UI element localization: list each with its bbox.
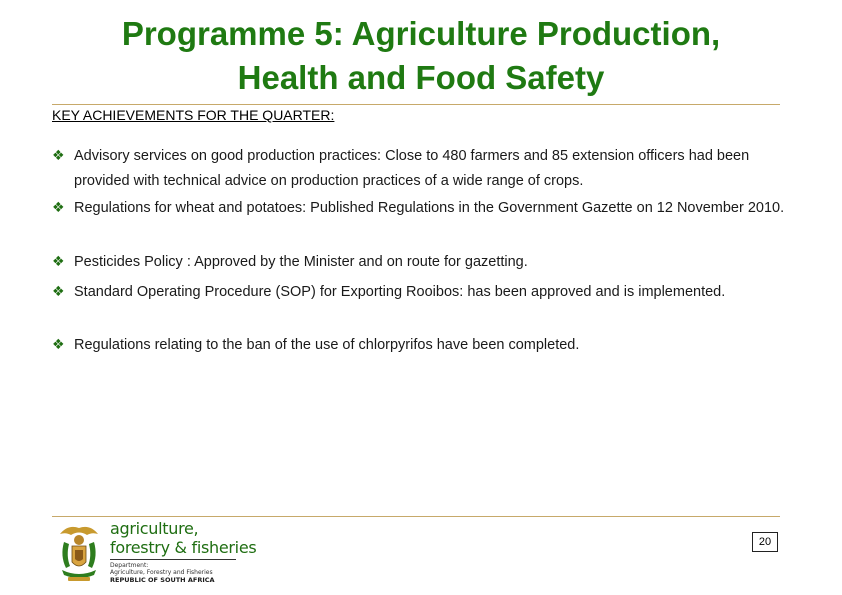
section-subheading: KEY ACHIEVEMENTS FOR THE QUARTER:	[52, 107, 335, 123]
page-number: 20	[752, 532, 778, 552]
diamond-bullet-icon: ❖	[52, 148, 65, 164]
diamond-bullet-icon: ❖	[52, 337, 65, 353]
republic-label: REPUBLIC OF SOUTH AFRICA	[110, 576, 215, 584]
list-item	[52, 280, 792, 305]
list-item-text: Pesticides Policy : Approved by the Minister and on route for gazetting.	[74, 254, 528, 270]
footer-divider	[52, 516, 780, 517]
slide-title	[40, 12, 802, 100]
diamond-bullet-icon: ❖	[52, 254, 65, 270]
brand-line-1: agriculture,	[110, 519, 199, 538]
list-item	[52, 250, 792, 275]
department-label: Department:	[110, 562, 149, 569]
list-item	[52, 333, 792, 358]
list-item	[52, 144, 792, 194]
list-item	[52, 196, 792, 221]
brand-divider	[110, 559, 236, 560]
list-item-text: Advisory services on good production practices: Close to 480 farmers and 85 extension officers had been provided with technical advice on production practices of a wide range of crops.	[74, 148, 750, 189]
coat-of-arms-icon	[54, 522, 104, 584]
diamond-bullet-icon: ❖	[52, 284, 65, 300]
department-name: Agriculture, Forestry and Fisheries	[110, 569, 213, 576]
title-divider	[52, 104, 780, 105]
list-item-text: Regulations for wheat and potatoes: Published Regulations in the Government Gazette on 12 November 2010.	[74, 200, 785, 216]
title-line-2: Health and Food Safety	[237, 59, 605, 96]
list-item-text: Regulations relating to the ban of the use of chlorpyrifos have been completed.	[74, 337, 580, 353]
title-line-1: Programme 5: Agriculture Production,	[121, 15, 721, 52]
list-item-text: Standard Operating Procedure (SOP) for Exporting Rooibos: has been approved and is implemented.	[74, 284, 726, 300]
brand-line-2: forestry & fisheries	[110, 538, 257, 557]
diamond-bullet-icon: ❖	[52, 200, 65, 216]
department-brand	[110, 519, 256, 584]
